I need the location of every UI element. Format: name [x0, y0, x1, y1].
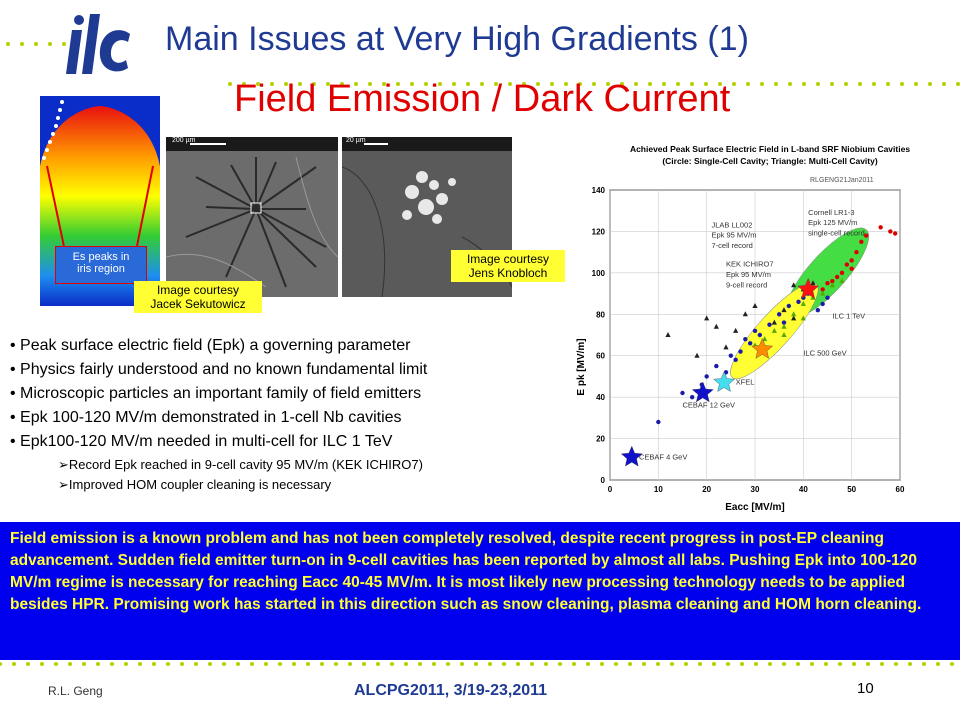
chart-annotation: CEBAF 4 GeV	[639, 452, 688, 462]
decor-dot	[278, 662, 282, 666]
decor-dot	[48, 42, 52, 46]
decor-dot	[816, 82, 820, 86]
decor-dot	[362, 662, 366, 666]
ilc-logo	[60, 10, 140, 80]
decor-dot	[600, 662, 604, 666]
bullet-text: Microscopic particles an important family of field emitters	[20, 385, 422, 402]
data-point	[656, 420, 660, 424]
decor-dot	[760, 82, 764, 86]
footer-conference: ALCPG2011, 3/19-23,2011	[354, 682, 548, 699]
page-number: 10	[857, 680, 874, 697]
decor-dot	[880, 662, 884, 666]
decor-dot	[516, 662, 520, 666]
data-point	[753, 329, 757, 333]
decor-dot	[96, 662, 100, 666]
decor-dot	[26, 662, 30, 666]
decor-dot	[334, 662, 338, 666]
data-point	[743, 337, 747, 341]
decor-dot	[404, 662, 408, 666]
x-tick-label: 30	[750, 485, 760, 494]
decor-dot	[152, 662, 156, 666]
data-point	[825, 296, 829, 300]
decor-dot	[530, 662, 534, 666]
decor-dot	[872, 82, 876, 86]
image-credit-left	[134, 281, 262, 313]
scale-label-left: 200 µm	[172, 137, 196, 144]
decor-dot	[900, 82, 904, 86]
decor-dot	[740, 662, 744, 666]
decor-dot	[228, 82, 232, 86]
sub-bullet-item: ➢Improved HOM coupler cleaning is necessary	[58, 477, 332, 492]
data-point	[825, 281, 829, 285]
decor-dot	[418, 662, 422, 666]
decor-dot	[572, 662, 576, 666]
sub-bullet-item: ➢Record Epk reached in 9-cell cavity 95 MV/m (KEK ICHIRO7)	[58, 457, 423, 472]
chart-title-line2: (Circle: Single-Cell Cavity; Triangle: Multi-Cell Cavity)	[662, 156, 878, 166]
bullet-text: Epk100-120 MV/m needed in multi-cell for ILC 1 TeV	[20, 433, 393, 450]
data-point	[893, 231, 897, 235]
y-tick-label: 60	[596, 351, 605, 361]
decor-dot	[502, 662, 506, 666]
decor-dot	[726, 662, 730, 666]
decor-dot	[858, 82, 862, 86]
bullet-text: Peak surface electric field (Epk) a governing parameter	[20, 337, 411, 354]
decor-dot	[768, 662, 772, 666]
decor-dot	[236, 662, 240, 666]
data-point	[840, 271, 844, 275]
scale-label-right: 20 µm	[346, 137, 366, 144]
decor-dot	[40, 662, 44, 666]
data-point	[878, 225, 882, 229]
data-point	[714, 364, 718, 368]
decor-dot	[348, 662, 352, 666]
cavity-field-map	[40, 96, 160, 306]
page-title: Main Issues at Very High Gradients (1)	[165, 20, 749, 58]
data-point	[845, 262, 849, 266]
decor-dot	[180, 662, 184, 666]
data-point	[816, 308, 820, 312]
decor-dot	[558, 662, 562, 666]
decor-dot	[838, 662, 842, 666]
credit-left-line2: Jacek Sekutowicz	[150, 297, 246, 311]
decor-dot	[34, 42, 38, 46]
decor-dot	[894, 662, 898, 666]
decor-dot	[866, 662, 870, 666]
decor-dot	[824, 662, 828, 666]
decor-dot	[376, 662, 380, 666]
decor-dot	[628, 662, 632, 666]
decor-dot	[788, 82, 792, 86]
decor-dot	[320, 662, 324, 666]
chart-annotation: ILC 500 GeV	[803, 348, 847, 358]
decor-dot	[292, 662, 296, 666]
y-tick-label: 40	[596, 393, 605, 403]
decor-dot	[830, 82, 834, 86]
bullet-text: Physics fairly understood and no known fundamental limit	[20, 361, 428, 378]
bullet-text: Epk 100-120 MV/m demonstrated in 1-cell Nb cavities	[20, 409, 402, 426]
credit-right-line1: Image courtesy	[466, 252, 550, 266]
decor-dot	[950, 662, 954, 666]
data-point	[854, 250, 858, 254]
summary-note-text: Field emission is a known problem and has not been completely resolved, despite recent progress in post-EP cleaning advancement. Sudden field emitter turn-on in 9-cell cavities has been reported by almost all labs. Pushing Epk into 100-120 MV/m regime is necessary for reaching Eacc 40-45 MV/m. It is most likely new processing technology needs to be applied besides HPR. Promising work has started in this direction such as snow cleaning, plasma cleaning and HOM horn cleaning.	[10, 530, 922, 613]
decor-dot	[544, 662, 548, 666]
chart-annotation: 9-cell record	[726, 280, 768, 290]
decor-dot	[712, 662, 716, 666]
chart-annotation: ILC 1 TeV	[832, 311, 866, 321]
decor-dot	[138, 662, 142, 666]
decor-dot	[614, 662, 618, 666]
bullet-item: • Peak surface electric field (Epk) a governing parameter	[10, 337, 411, 354]
data-point	[738, 349, 742, 353]
summary-note	[0, 522, 960, 660]
decor-dot	[956, 82, 960, 86]
x-tick-label: 0	[607, 485, 613, 494]
decor-dot	[82, 662, 86, 666]
data-point	[748, 341, 752, 345]
data-point	[758, 333, 762, 337]
sub-bullet-text: Record Epk reached in 9-cell cavity 95 MV/m (KEK ICHIRO7)	[68, 457, 423, 472]
sem-photo-left-graphic	[166, 137, 338, 297]
decor-dot	[746, 82, 750, 86]
decor-dot	[782, 662, 786, 666]
chart-annotation: Epk 125 MV/m	[808, 218, 858, 228]
decor-dot	[774, 82, 778, 86]
decor-dot	[194, 662, 198, 666]
chart-annotation: CEBAF 12 GeV	[682, 400, 736, 410]
decor-dot	[844, 82, 848, 86]
data-point	[835, 275, 839, 279]
decor-dot	[642, 662, 646, 666]
data-point	[777, 312, 781, 316]
y-tick-label: 120	[591, 227, 605, 237]
bullet-item: • Physics fairly understood and no known fundamental limit	[10, 361, 428, 378]
data-point	[680, 391, 684, 395]
chart-xlabel: Eacc [MV/m]	[725, 502, 785, 513]
decor-dot	[698, 662, 702, 666]
bullet-item: • Microscopic particles an important family of field emitters	[10, 385, 422, 402]
data-point	[849, 267, 853, 271]
decor-dot	[796, 662, 800, 666]
decor-dot	[54, 662, 58, 666]
epk-chart-svg	[570, 132, 955, 517]
chart-ylabel: E pk [MV/m]	[576, 338, 587, 396]
data-point	[888, 229, 892, 233]
bullet-item: • Epk100-120 MV/m needed in multi-cell for ILC 1 TeV	[10, 433, 393, 450]
decor-dot	[942, 82, 946, 86]
image-credit-right	[451, 250, 565, 282]
bullet-item: • Epk 100-120 MV/m demonstrated in 1-cell Nb cavities	[10, 409, 402, 426]
decor-dot	[6, 42, 10, 46]
decor-dot	[166, 662, 170, 666]
decor-dot	[754, 662, 758, 666]
chart-annotation: Epk 95 MV/m	[726, 270, 772, 279]
x-tick-label: 60	[895, 485, 905, 494]
decor-dot	[124, 662, 128, 666]
decor-dot	[810, 662, 814, 666]
cavity-label	[53, 251, 149, 275]
decor-dot	[222, 662, 226, 666]
decor-dot	[684, 662, 688, 666]
page-subtitle: Field Emission / Dark Current	[234, 78, 731, 120]
chart-annotation: JLAB LL002	[711, 220, 753, 230]
cavity-label-line1: Es peaks in	[72, 251, 130, 263]
data-point	[729, 354, 733, 358]
decor-dot	[474, 662, 478, 666]
y-tick-label: 140	[591, 186, 605, 195]
decor-dot	[20, 42, 24, 46]
decor-dot	[670, 662, 674, 666]
decor-dot	[586, 662, 590, 666]
data-point	[849, 258, 853, 262]
decor-dot	[852, 662, 856, 666]
decor-dot	[12, 662, 16, 666]
decor-dot	[908, 662, 912, 666]
data-point	[796, 300, 800, 304]
decor-dot	[488, 662, 492, 666]
data-point	[767, 322, 771, 326]
decor-dot	[460, 662, 464, 666]
cavity-label-line2: iris region	[77, 263, 125, 275]
chart-annotation: KEK ICHIRO7	[726, 259, 774, 269]
data-point	[820, 302, 824, 306]
decor-dot	[68, 662, 72, 666]
chart-annotation: Epk 95 MV/m	[711, 230, 757, 240]
decor-dot	[390, 662, 394, 666]
credit-right-line2: Jens Knobloch	[468, 266, 548, 280]
decor-dot	[922, 662, 926, 666]
decor-dot	[886, 82, 890, 86]
data-point	[733, 358, 737, 362]
decor-dot	[432, 662, 436, 666]
sub-bullet-text: Improved HOM coupler cleaning is necessary	[68, 477, 332, 492]
decor-dot	[110, 662, 114, 666]
data-point	[704, 374, 708, 378]
decor-dot	[0, 662, 2, 666]
bullet-list	[10, 336, 570, 496]
x-tick-label: 40	[798, 485, 808, 494]
y-tick-label: 0	[600, 476, 605, 485]
chart-title-line1: Achieved Peak Surface Electric Field in L-band SRF Niobium Cavities	[629, 144, 911, 154]
y-tick-label: 20	[596, 434, 605, 444]
decor-dot	[936, 662, 940, 666]
decor-dot	[208, 662, 212, 666]
decor-dot	[446, 662, 450, 666]
chart-annotation: 7-cell record	[711, 241, 753, 250]
y-tick-label: 80	[596, 310, 605, 320]
data-point	[859, 240, 863, 244]
footer-author: R.L. Geng	[48, 684, 103, 698]
y-tick-label: 100	[591, 268, 605, 278]
sem-photo-left	[166, 137, 338, 297]
data-point	[787, 304, 791, 308]
decor-dot	[914, 82, 918, 86]
x-tick-label: 20	[702, 485, 712, 494]
x-tick-label: 50	[847, 485, 857, 494]
decor-dot	[732, 82, 736, 86]
chart-annotation: XFEL	[735, 377, 755, 387]
credit-left-line1: Image courtesy	[156, 283, 240, 297]
decor-dot	[802, 82, 806, 86]
data-point	[690, 395, 694, 399]
decor-dot	[656, 662, 660, 666]
decor-dot	[250, 662, 254, 666]
chart-annotation: single-cell record	[808, 228, 865, 238]
decor-dot	[928, 82, 932, 86]
epk-chart	[570, 132, 955, 517]
decor-dot	[264, 662, 268, 666]
decor-dot	[306, 662, 310, 666]
x-tick-label: 10	[653, 485, 663, 494]
chart-annotation: Cornell LR1-3	[808, 207, 855, 217]
chart-tag: RLGENG21Jan2011	[810, 177, 874, 184]
